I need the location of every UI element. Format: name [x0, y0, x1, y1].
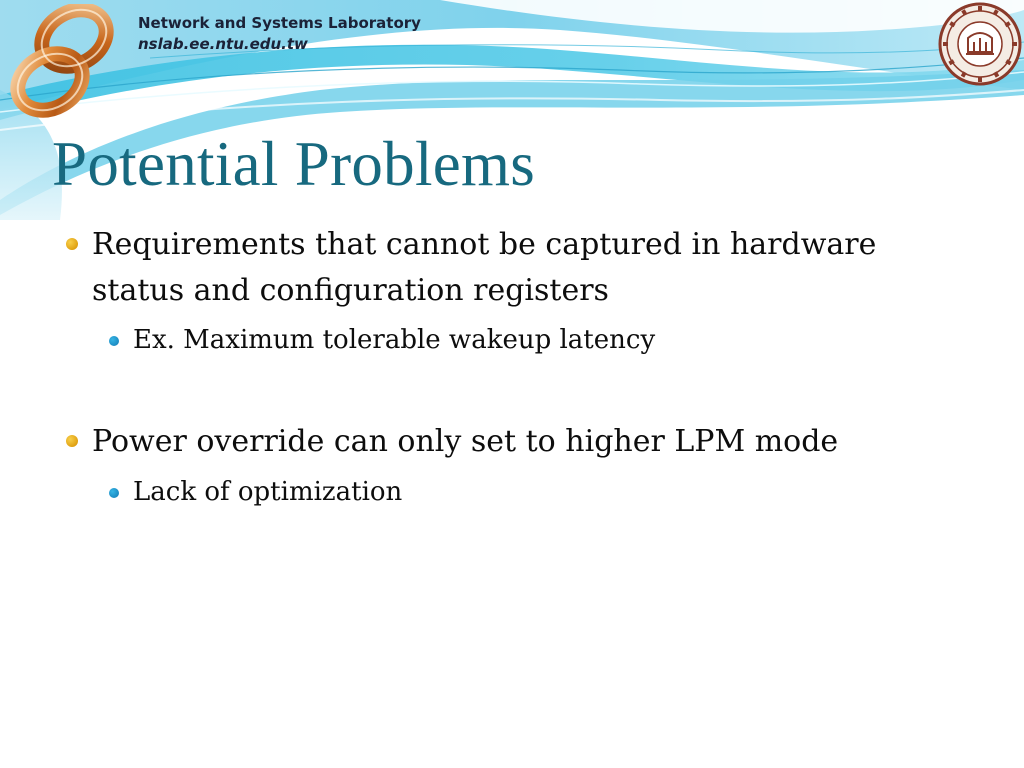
bullet-text-line: Power override can only set to higher LPM mode	[92, 424, 839, 459]
lab-name: Network and Systems Laboratory	[138, 14, 421, 32]
bullet-item	[92, 419, 838, 465]
bullet-item	[92, 222, 972, 314]
bullet-text-line: status and configuration registers	[92, 273, 609, 308]
bullet-dot-icon	[66, 435, 78, 447]
bullet-text-line: Requirements that cannot be captured in hardware	[92, 227, 877, 262]
slide-title: Potential Problems	[52, 129, 536, 199]
bullet-dot-icon	[66, 238, 78, 250]
sub-bullet-item: Lack of optimization	[133, 477, 403, 507]
sub-bullet-item: Ex. Maximum tolerable wakeup latency	[133, 325, 656, 355]
sub-bullet-dot-icon	[109, 336, 119, 346]
sub-bullet-dot-icon	[109, 488, 119, 498]
lab-url: nslab.ee.ntu.edu.tw	[138, 35, 308, 53]
